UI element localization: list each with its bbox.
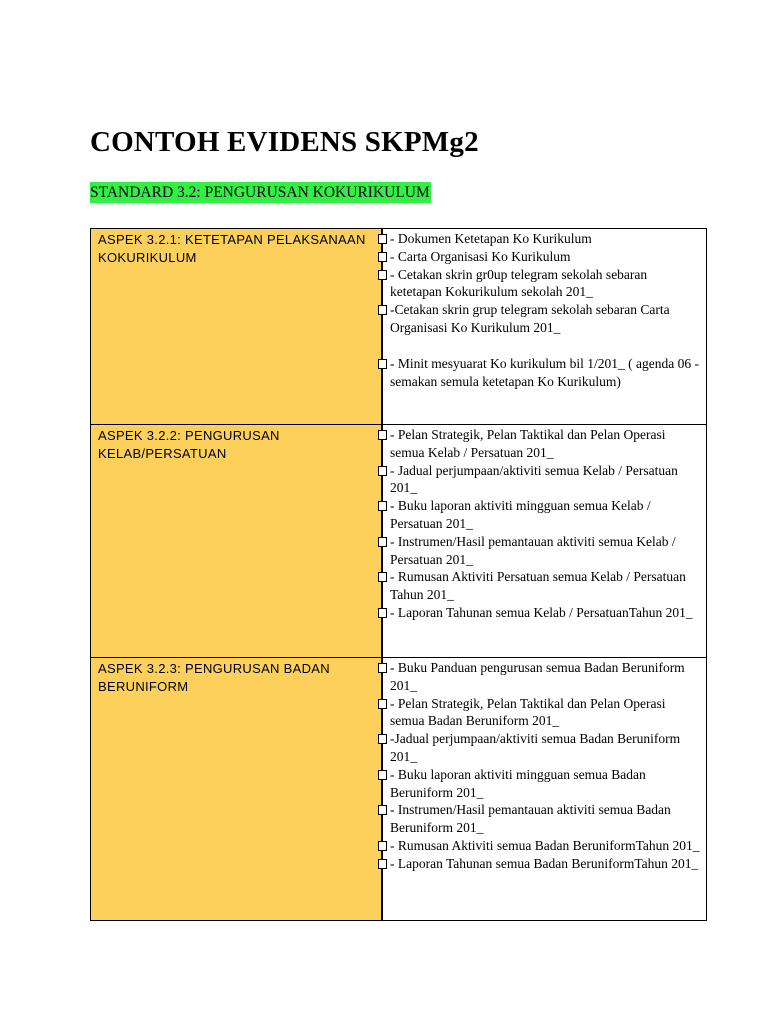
- evidence-text: - Instrumen/Hasil pemantauan aktiviti semua Badan Beruniform 201_: [390, 802, 671, 836]
- evidence-text: - Rumusan Aktiviti semua Badan BeruniformTahun 201_: [390, 837, 700, 853]
- evidence-text: - Laporan Tahunan semua Kelab / PersatuanTahun 201_: [390, 604, 693, 620]
- table-row: [91, 229, 707, 425]
- list-item: [389, 266, 702, 302]
- list-item: [389, 695, 702, 731]
- checkbox-icon: [378, 770, 387, 780]
- evidence-list: [383, 658, 706, 877]
- aspek-label: ASPEK 3.2.3: PENGURUSAN BADAN BERUNIFORM: [98, 661, 330, 694]
- list-item: [389, 301, 702, 337]
- evidence-text: - Pelan Strategik, Pelan Taktikal dan Pelan Operasi semua Kelab / Persatuan 201_: [390, 427, 666, 460]
- evidence-text: - Instrumen/Hasil pemantauan aktiviti semua Kelab / Persatuan 201_: [390, 533, 676, 567]
- standard-heading: STANDARD 3.2: PENGURUSAN KOKURIKULUM: [90, 184, 430, 201]
- evidence-text: -Jadual perjumpaan/aktiviti semua Badan Beruniform 201_: [390, 731, 681, 764]
- list-item: [389, 533, 702, 569]
- evidence-text: - Carta Organisasi Ko Kurikulum: [390, 248, 571, 264]
- list-item: [389, 426, 702, 462]
- aspek-cell: [91, 229, 383, 425]
- evidence-list: [383, 425, 706, 626]
- checkbox-icon: [378, 805, 387, 815]
- list-item: [389, 497, 702, 533]
- list-item: [389, 604, 702, 622]
- evidence-text: - Minit mesyuarat Ko kurikulum bil 1/201_ ( agenda 06 -semakan semula ketetapan Ko Kurikulum): [390, 355, 699, 389]
- list-item: [389, 248, 702, 266]
- list-item: [389, 355, 702, 391]
- checkbox-icon: [378, 270, 387, 280]
- table-row: [91, 658, 707, 921]
- checkbox-icon: [378, 859, 387, 869]
- aspek-label: ASPEK 3.2.2: PENGURUSAN KELAB/PERSATUAN: [98, 428, 280, 461]
- page-title: CONTOH EVIDENS SKPMg2: [90, 126, 479, 158]
- table-row: [91, 425, 707, 658]
- list-item: [389, 766, 702, 802]
- evidence-text: - Laporan Tahunan semua Badan BeruniformTahun 201_: [390, 855, 699, 871]
- evidence-text: - Rumusan Aktiviti Persatuan semua Kelab / Persatuan Tahun 201_: [390, 569, 686, 603]
- checkbox-icon: [378, 663, 387, 673]
- checkbox-icon: [378, 234, 387, 244]
- evidence-table: [90, 228, 707, 921]
- evidence-text: - Jadual perjumpaan/aktiviti semua Kelab / Persatuan 201_: [390, 462, 678, 496]
- checkbox-icon: [378, 305, 387, 315]
- evidence-list: [383, 229, 706, 394]
- aspek-label: ASPEK 3.2.1: KETETAPAN PELAKSANAAN KOKURIKULUM: [98, 232, 366, 265]
- list-item: [389, 568, 702, 604]
- evidence-text: - Pelan Strategik, Pelan Taktikal dan Pelan Operasi semua Badan Beruniform 201_: [390, 695, 666, 729]
- checkbox-icon: [378, 608, 387, 618]
- checkbox-icon: [378, 537, 387, 547]
- evidence-cell: [382, 425, 707, 658]
- checkbox-icon: [378, 466, 387, 476]
- list-item: [389, 837, 702, 855]
- checkbox-icon: [378, 501, 387, 511]
- list-item: [389, 730, 702, 766]
- list-item: [389, 462, 702, 498]
- evidence-cell: [382, 658, 707, 921]
- checkbox-icon: [378, 841, 387, 851]
- evidence-text: -Cetakan skrin grup telegram sekolah sebaran Carta Organisasi Ko Kurikulum 201_: [390, 302, 670, 335]
- evidence-text: - Buku Panduan pengurusan semua Badan Beruniform 201_: [390, 660, 685, 693]
- aspek-cell: [91, 425, 383, 658]
- evidence-text: - Buku laporan aktiviti mingguan semua Badan Beruniform 201_: [390, 766, 646, 800]
- list-item: [389, 801, 702, 837]
- list-item: [389, 659, 702, 695]
- checkbox-icon: [378, 572, 387, 582]
- evidence-text: - Buku laporan aktiviti mingguan semua Kelab / Persatuan 201_: [390, 498, 651, 531]
- evidence-text: - Dokumen Ketetapan Ko Kurikulum: [390, 231, 592, 246]
- evidence-cell: [382, 229, 707, 425]
- list-item: [389, 230, 702, 248]
- checkbox-icon: [378, 252, 387, 262]
- evidence-text: - Cetakan skrin gr0up telegram sekolah sebaran ketetapan Kokurikulum sekolah 201_: [390, 266, 648, 300]
- checkbox-icon: [378, 734, 387, 744]
- checkbox-icon: [378, 430, 387, 440]
- checkbox-icon: [378, 359, 387, 369]
- checkbox-icon: [378, 699, 387, 709]
- aspek-cell: [91, 658, 383, 921]
- list-item: [389, 855, 702, 873]
